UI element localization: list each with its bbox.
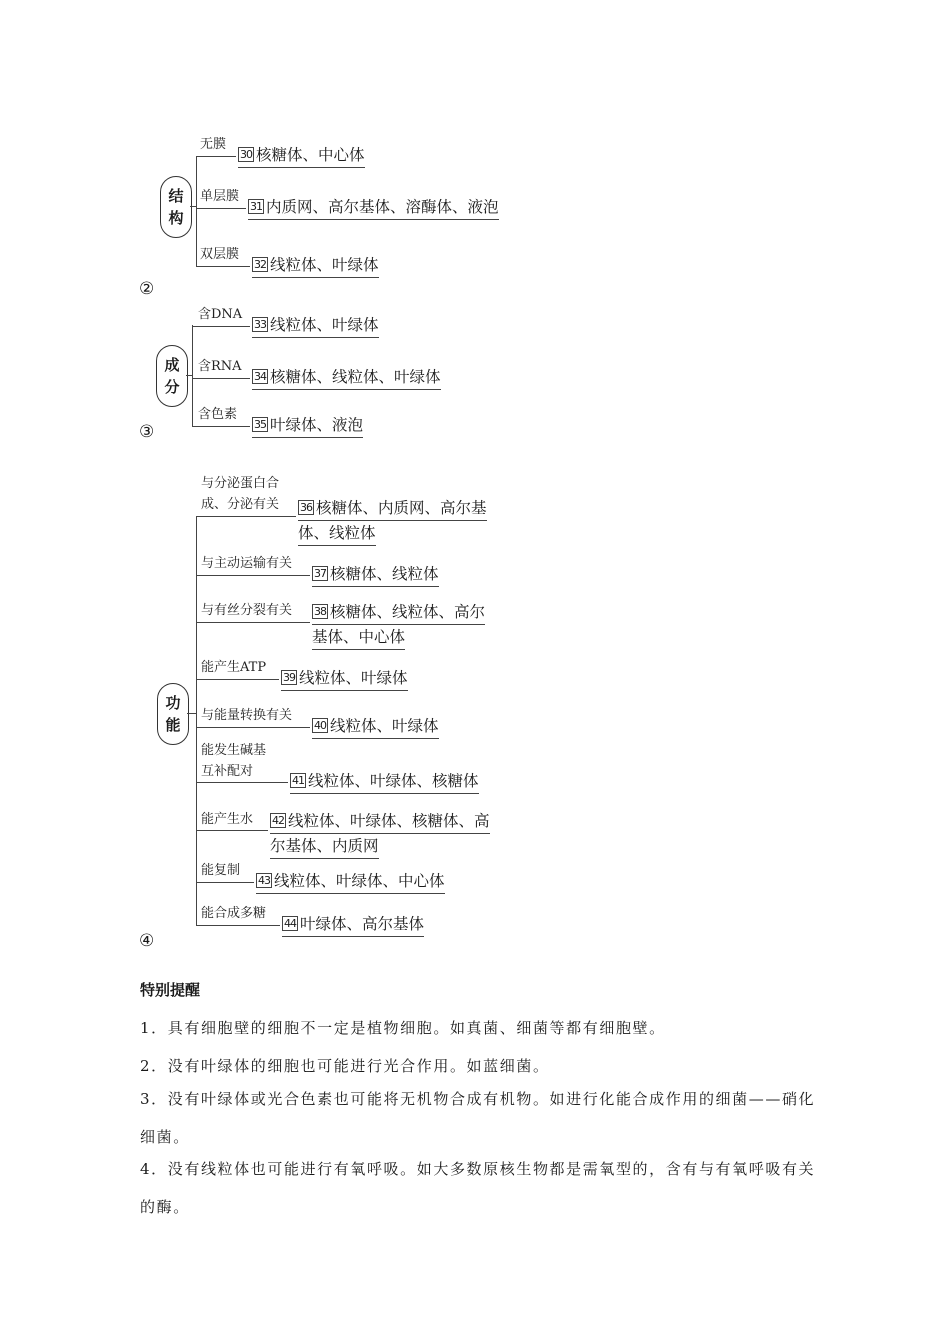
answer-text: 叶绿体、液泡	[270, 416, 364, 434]
composition-root-node	[156, 345, 188, 407]
branch-answer	[248, 195, 499, 220]
branch-answer	[290, 769, 479, 794]
answer-number: 42	[272, 814, 284, 827]
branch-answer	[252, 253, 379, 278]
branch-label: 与有丝分裂有关	[201, 603, 293, 618]
connector-line	[187, 713, 196, 714]
root-char: 分	[164, 378, 180, 396]
answer-text: 线粒体、叶绿体、中心体	[274, 872, 445, 890]
branch-answer	[312, 714, 439, 739]
branch-line	[196, 679, 279, 680]
branch-label: 无膜	[200, 137, 227, 152]
branch-answer	[281, 666, 408, 691]
branch-answer	[252, 413, 363, 438]
branch-answer	[270, 809, 490, 859]
branch-label: 含RNA	[198, 359, 242, 374]
branch-label: 与分泌蛋白合	[201, 476, 280, 491]
branch-label: 与主动运输有关	[201, 556, 293, 571]
answer-text: 线粒体、叶绿体	[299, 669, 408, 687]
branch-answer	[298, 496, 487, 546]
branch-line	[192, 378, 250, 379]
section-marker: ③	[139, 422, 155, 442]
root-char: 成	[164, 356, 180, 374]
root-char: 构	[168, 209, 184, 227]
note-item: 1．具有细胞壁的细胞不一定是植物细胞。如真菌、细菌等都有细胞壁。	[140, 1019, 666, 1037]
branch-line	[196, 882, 254, 883]
branch-answer	[282, 912, 424, 937]
answer-number: 38	[314, 605, 326, 618]
branch-line	[196, 830, 268, 831]
note-item: 2．没有叶绿体的细胞也可能进行光合作用。如蓝细菌。	[140, 1057, 550, 1075]
root-char: 结	[168, 187, 184, 205]
branch-line	[196, 516, 296, 517]
branch-answer	[252, 365, 441, 390]
answer-number: 44	[284, 917, 296, 930]
answer-number: 37	[314, 567, 326, 580]
branch-label: 能合成多糖	[201, 906, 267, 921]
branch-line	[196, 727, 310, 728]
answer-number: 41	[292, 774, 304, 787]
notes-heading: 特别提醒	[140, 981, 201, 999]
answer-text: 线粒体、叶绿体、核糖体	[308, 772, 479, 790]
branch-label: 双层膜	[200, 247, 240, 262]
branch-line	[196, 925, 280, 926]
answer-number: 43	[258, 874, 270, 887]
connector-line	[196, 516, 197, 925]
answer-text: 线粒体、叶绿体、核糖体、高	[288, 812, 490, 830]
structure-root-node	[160, 176, 192, 238]
answer-number: 32	[254, 258, 266, 271]
root-char: 功	[165, 694, 181, 712]
branch-line	[192, 426, 250, 427]
branch-answer	[312, 600, 485, 650]
answer-number: 35	[254, 418, 266, 431]
answer-text: 体、线粒体	[298, 521, 376, 546]
branch-label: 含色素	[198, 407, 238, 422]
connector-line	[186, 375, 192, 376]
answer-text: 尔基体、内质网	[270, 834, 379, 859]
answer-text: 基体、中心体	[312, 625, 405, 650]
answer-text: 线粒体、叶绿体	[330, 717, 439, 735]
branch-line	[196, 266, 250, 267]
branch-label: 含DNA	[198, 307, 243, 322]
connector-line	[190, 206, 196, 207]
connector-line	[192, 325, 193, 427]
answer-number: 39	[283, 671, 295, 684]
answer-number: 31	[250, 200, 262, 213]
answer-text: 核糖体、中心体	[256, 146, 365, 164]
answer-text: 叶绿体、高尔基体	[300, 915, 425, 933]
function-root-node	[157, 683, 189, 745]
answer-text: 核糖体、线粒体、叶绿体	[270, 368, 441, 386]
branch-answer	[238, 143, 365, 168]
connector-line	[196, 156, 197, 266]
answer-number: 34	[254, 370, 266, 383]
note-item: 4．没有线粒体也可能进行有氧呼吸。如大多数原核生物都是需氧型的，含有与有氧呼吸有关的酶。	[140, 1160, 816, 1216]
branch-label: 能复制	[201, 863, 241, 878]
note-item: 3．没有叶绿体或光合色素也可能将无机物合成有机物。如进行化能合成作用的细菌——硝化细菌。	[140, 1090, 816, 1146]
branch-line	[196, 208, 246, 209]
answer-text: 线粒体、叶绿体	[270, 256, 379, 274]
branch-answer	[252, 313, 379, 338]
section-marker: ②	[139, 279, 155, 299]
answer-text: 内质网、高尔基体、溶酶体、液泡	[266, 198, 499, 216]
branch-label: 与能量转换有关	[201, 708, 293, 723]
branch-label: 互补配对	[201, 764, 254, 779]
answer-text: 线粒体、叶绿体	[270, 316, 379, 334]
answer-number: 30	[240, 148, 252, 161]
answer-number: 33	[254, 318, 266, 331]
section-marker: ④	[139, 931, 155, 951]
answer-text: 核糖体、内质网、高尔基	[316, 499, 487, 517]
branch-line	[196, 575, 310, 576]
branch-line	[196, 782, 288, 783]
root-char: 能	[165, 716, 181, 734]
answer-text: 核糖体、线粒体、高尔	[330, 603, 486, 621]
branch-label: 能产生ATP	[201, 660, 267, 675]
branch-label: 能产生水	[201, 812, 254, 827]
branch-label: 能发生碱基	[201, 743, 267, 758]
answer-text: 核糖体、线粒体	[330, 565, 439, 583]
answer-number: 40	[314, 719, 326, 732]
answer-number: 36	[300, 501, 312, 514]
branch-answer	[256, 869, 445, 894]
branch-label: 成、分泌有关	[201, 497, 280, 512]
branch-line	[196, 622, 310, 623]
branch-answer	[312, 562, 439, 587]
branch-line	[196, 156, 236, 157]
branch-line	[192, 326, 250, 327]
branch-label: 单层膜	[200, 189, 240, 204]
